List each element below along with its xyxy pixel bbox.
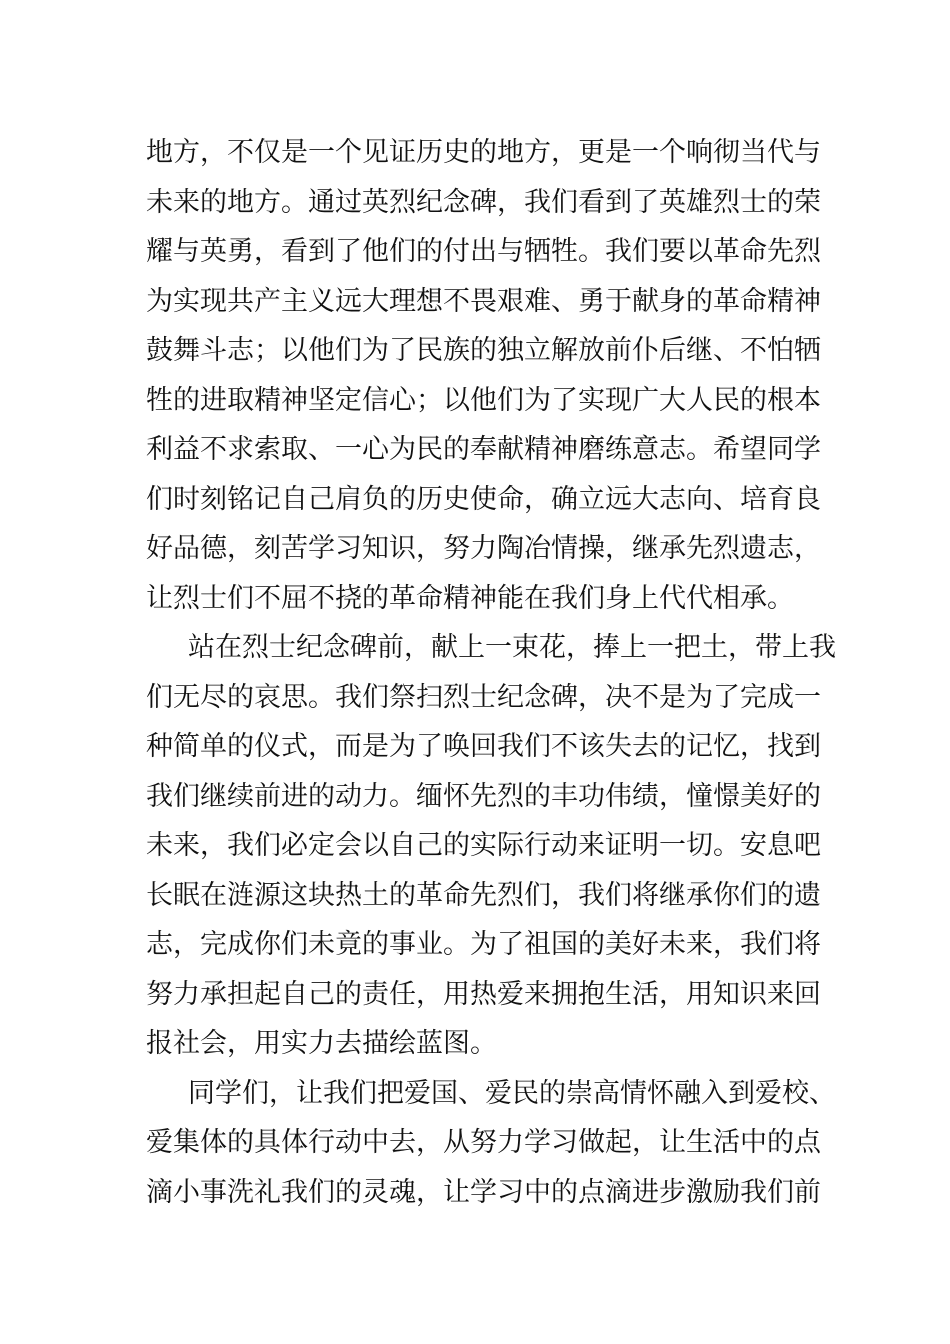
text-line: 爱集体的具体行动中去，从努力学习做起，让生活中的点: [146, 1127, 821, 1158]
text-line: 种简单的仪式，而是为了唤回我们不该失去的记忆，找到: [146, 731, 821, 762]
body-text: [146, 128, 836, 1217]
paragraph-first-line: 同学们，让我们把爱国、爱民的崇高情怀融入到爱校、: [188, 1077, 836, 1109]
text-line: 长眠在涟源这块热土的革命先烈们，我们将继承你们的遗: [146, 879, 821, 911]
text-line: 志，完成你们未竟的事业。为了祖国的美好未来，我们将: [146, 929, 821, 960]
text-line: 报社会，用实力去描绘蓝图。: [146, 1028, 497, 1059]
text-line: 为实现共产主义远大理想不畏艰难、勇于献身的革命精神: [146, 285, 821, 317]
paragraph-first-line: 站在烈士纪念碑前，献上一束花，捧上一把土，带上我: [188, 632, 836, 663]
text-line: 地方，不仅是一个见证历史的地方，更是一个响彻当代与: [146, 137, 821, 168]
text-line: 我们继续前进的动力。缅怀先烈的丰功伟绩，憧憬美好的: [146, 780, 821, 812]
text-line: 们时刻铭记自己肩负的历史使命，确立远大志向、培育良: [146, 483, 821, 515]
text-line: 们无尽的哀思。我们祭扫烈士纪念碑，决不是为了完成一: [146, 681, 821, 713]
text-line: 未来，我们必定会以自己的实际行动来证明一切。安息吧: [146, 830, 821, 861]
text-line: 努力承担起自己的责任，用热爱来拥抱生活，用知识来回: [146, 978, 821, 1010]
text-line: 牲的进取精神坚定信心；以他们为了实现广大人民的根本: [146, 384, 821, 416]
text-line: 未来的地方。通过英烈纪念碑，我们看到了英雄烈士的荣: [146, 186, 821, 218]
text-line: 利益不求索取、一心为民的奉献精神磨练意志。希望同学: [146, 434, 821, 465]
text-line: 让烈士们不屈不挠的革命精神能在我们身上代代相承。: [146, 582, 794, 614]
text-line: 耀与英勇，看到了他们的付出与牺牲。我们要以革命先烈: [146, 236, 821, 267]
text-line: 滴小事洗礼我们的灵魂，让学习中的点滴进步激励我们前: [146, 1176, 821, 1208]
text-line: 好品德，刻苦学习知识，努力陶冶情操，继承先烈遗志，: [146, 533, 821, 564]
text-line: 鼓舞斗志；以他们为了民族的独立解放前仆后继、不怕牺: [146, 335, 821, 366]
